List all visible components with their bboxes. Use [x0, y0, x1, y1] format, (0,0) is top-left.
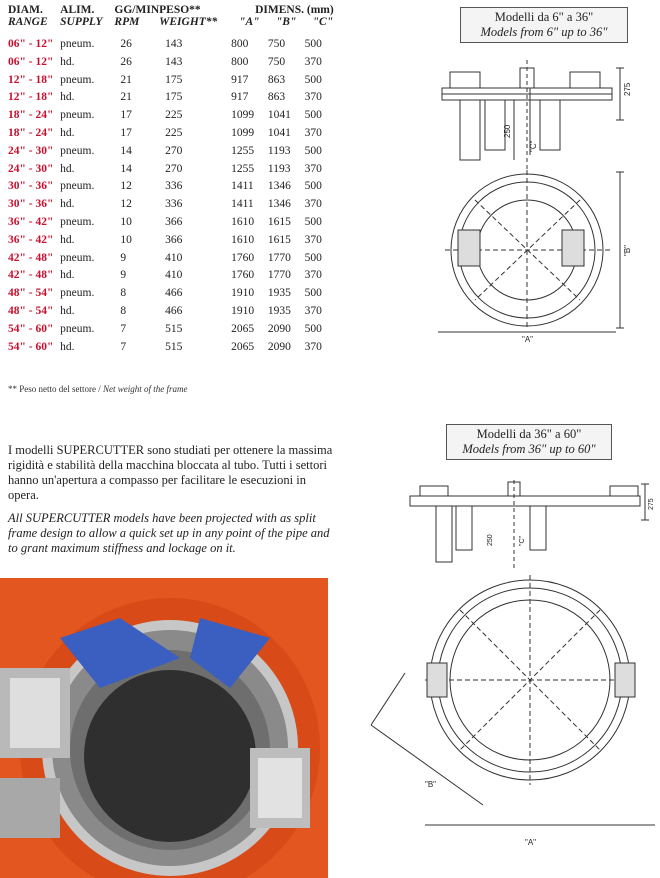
cell-c: 370: [304, 55, 322, 68]
header-alim: ALIM.: [60, 4, 95, 16]
table-row: [8, 232, 338, 250]
cell-c: 370: [304, 340, 322, 353]
cell-rpm: 17: [120, 126, 132, 139]
cell-supply: pneum.: [60, 38, 95, 50]
cell-c: 500: [304, 38, 322, 50]
table-row: [8, 72, 338, 90]
dim-250-large: 250: [487, 534, 494, 546]
cell-a: 1411: [231, 198, 254, 211]
dim-b-large: "B": [425, 780, 437, 789]
cell-a: 1760: [231, 269, 255, 282]
cell-weight: 143: [165, 38, 183, 50]
cell-weight: 410: [165, 269, 183, 282]
cell-weight: 336: [165, 180, 183, 193]
cell-rpm: 26: [120, 55, 132, 68]
cell-rpm: 26: [120, 38, 132, 50]
description-english: All SUPERCUTTER models have been projected with as split frame design to allow a quick set up in any point of the pipe and to grant maximum stiffness and lockage on it.: [8, 511, 330, 555]
cell-weight: 336: [165, 198, 183, 211]
cell-a: 1910: [231, 287, 255, 300]
cell-c: 370: [304, 126, 322, 139]
model-box-large-en: Models from 36" up to 60": [462, 442, 596, 456]
cell-weight: 466: [165, 304, 183, 317]
cell-range: 36" - 42": [8, 233, 54, 246]
cell-supply: pneum.: [60, 215, 95, 228]
side-view-drawing-large: [400, 480, 656, 570]
cell-range: 48" - 54": [8, 304, 54, 317]
cell-range: 42" - 48": [8, 251, 54, 264]
header-supply: SUPPLY: [60, 16, 103, 28]
cell-c: 500: [304, 180, 322, 193]
cell-c: 500: [304, 73, 322, 86]
cell-weight: 175: [165, 73, 183, 86]
cell-weight: 515: [165, 340, 183, 353]
table-row: [8, 250, 338, 268]
top-view-drawing-small: [430, 170, 640, 345]
cell-rpm: 12: [120, 198, 132, 211]
cell-b: 1935: [267, 287, 291, 300]
cell-weight: 175: [165, 91, 183, 104]
cell-a: 917: [231, 73, 249, 86]
cell-b: 1770: [267, 269, 291, 282]
cell-supply: pneum.: [60, 180, 95, 193]
cell-range: 06" - 12": [8, 38, 54, 50]
cell-weight: 466: [165, 287, 183, 300]
model-box-large-it: Modelli da 36" a 60": [476, 427, 582, 441]
cell-b: 1770: [267, 251, 291, 264]
footnote: [8, 384, 187, 394]
cell-range: 18" - 24": [8, 109, 54, 122]
cell-supply: pneum.: [60, 109, 95, 122]
cell-supply: hd.: [60, 304, 75, 317]
cell-supply: pneum.: [60, 322, 95, 335]
cell-supply: hd.: [60, 126, 75, 139]
cell-supply: pneum.: [60, 144, 95, 157]
cell-supply: hd.: [60, 55, 75, 68]
cell-b: 1615: [267, 233, 291, 246]
cell-c: 370: [304, 162, 322, 175]
cell-c: 370: [304, 269, 322, 282]
header-weight: WEIGHT**: [159, 16, 218, 28]
dim-250-small: 250: [503, 124, 512, 138]
cell-range: 30" - 36": [8, 180, 54, 193]
cell-weight: 515: [165, 322, 183, 335]
cell-rpm: 10: [120, 215, 132, 228]
cell-c: 500: [304, 251, 322, 264]
header-c: "C": [312, 16, 334, 28]
cell-b: 863: [267, 91, 286, 104]
cell-a: 1099: [231, 126, 255, 139]
header-gg: GG/MIN: [114, 4, 160, 16]
table-row: [8, 196, 338, 214]
header-row-1: [8, 4, 338, 16]
cell-weight: 366: [165, 233, 183, 246]
dim-c-large: "C": [519, 535, 526, 546]
cell-weight: 225: [165, 109, 183, 122]
table-row: [8, 321, 338, 339]
cell-b: 2090: [267, 340, 291, 353]
cell-range: 48" - 54": [8, 287, 54, 300]
cell-a: 1760: [231, 251, 255, 264]
header-diam: DIAM.: [8, 4, 43, 16]
cell-rpm: 7: [120, 322, 127, 335]
dim-a-small: "A": [522, 335, 534, 344]
header-peso: PESO**: [159, 4, 201, 16]
cell-range: 36" - 42": [8, 215, 54, 228]
table-row: [8, 89, 338, 107]
cell-b: 1615: [267, 215, 291, 228]
table-row: [8, 54, 338, 72]
cell-a: 1610: [231, 215, 255, 228]
cell-b: 863: [267, 73, 286, 86]
machine-photo-illustration: [0, 578, 328, 878]
cell-supply: hd.: [60, 269, 75, 282]
cell-a: 800: [231, 55, 249, 68]
description-italian: I modelli SUPERCUTTER sono studiati per ottenere la massima rigidità e stabilità della macchina bloccata al tubo. Tutti i settori hanno un'apertura a compasso per facilitare le esecuzioni in opera.: [8, 443, 333, 502]
cell-c: 500: [304, 144, 322, 157]
table-row: [8, 36, 338, 54]
table-row: [8, 125, 338, 143]
side-view-drawing-small: [430, 60, 640, 170]
dim-275-large: 275: [648, 498, 655, 510]
header-rpm: RPM: [114, 16, 140, 28]
cell-range: 18" - 24": [8, 126, 54, 139]
cell-weight: 143: [165, 55, 183, 68]
cell-b: 2090: [267, 322, 291, 335]
table-row: [8, 303, 338, 321]
table-row: [8, 267, 338, 285]
cell-b: 1346: [267, 198, 291, 211]
cell-supply: hd.: [60, 91, 75, 104]
dim-c-small: "C": [529, 140, 538, 152]
header-range: RANGE: [8, 16, 48, 28]
cell-supply: hd.: [60, 198, 75, 211]
cell-rpm: 9: [120, 251, 127, 264]
cell-rpm: 14: [120, 162, 132, 175]
cell-a: 2065: [231, 322, 255, 335]
cell-b: 750: [267, 38, 286, 50]
cell-supply: hd.: [60, 162, 75, 175]
cell-rpm: 7: [120, 340, 127, 353]
cell-c: 370: [304, 91, 322, 104]
cell-a: 2065: [231, 340, 255, 353]
dim-275-small: 275: [623, 82, 632, 96]
dim-b-small: "B": [623, 244, 632, 256]
cell-c: 500: [304, 109, 322, 122]
cell-b: 1041: [267, 109, 291, 122]
cell-rpm: 17: [120, 109, 132, 122]
cell-rpm: 14: [120, 144, 132, 157]
cell-range: 12" - 18": [8, 73, 54, 86]
cell-supply: hd.: [60, 340, 75, 353]
footnote-it: ** Peso netto del settore /: [8, 384, 101, 394]
table-row: [8, 339, 338, 357]
cell-a: 1099: [231, 109, 255, 122]
cell-weight: 366: [165, 215, 183, 228]
spec-table: [8, 4, 338, 356]
cell-range: 24" - 30": [8, 162, 54, 175]
table-row: [8, 107, 338, 125]
cell-a: 1610: [231, 233, 255, 246]
model-box-small-en: Models from 6" up to 36": [480, 25, 608, 39]
model-box-large: [446, 424, 612, 460]
model-box-small: [460, 7, 628, 43]
cell-b: 750: [267, 55, 286, 68]
table-row: [8, 178, 338, 196]
cell-range: 42" - 48": [8, 269, 54, 282]
cell-supply: pneum.: [60, 73, 95, 86]
cell-range: 06" - 12": [8, 55, 54, 68]
cell-b: 1346: [267, 180, 291, 193]
cell-weight: 270: [165, 162, 183, 175]
cell-rpm: 10: [120, 233, 132, 246]
cell-b: 1041: [267, 126, 291, 139]
cell-b: 1193: [267, 162, 291, 175]
cell-supply: pneum.: [60, 251, 95, 264]
table-row: [8, 285, 338, 303]
cell-rpm: 21: [120, 91, 132, 104]
cell-weight: 410: [165, 251, 183, 264]
cell-rpm: 12: [120, 180, 132, 193]
header-a: "A": [239, 16, 260, 28]
table-row: [8, 161, 338, 179]
cell-c: 500: [304, 287, 322, 300]
table-row: [8, 214, 338, 232]
cell-c: 370: [304, 233, 322, 246]
cell-c: 370: [304, 304, 322, 317]
cell-rpm: 9: [120, 269, 127, 282]
footnote-en: Net weight of the frame: [102, 384, 188, 394]
cell-a: 800: [231, 38, 249, 50]
cell-weight: 225: [165, 126, 183, 139]
cell-range: 12" - 18": [8, 91, 54, 104]
cell-c: 500: [304, 322, 322, 335]
cell-supply: pneum.: [60, 287, 95, 300]
model-box-small-it: Modelli da 6" a 36": [494, 10, 594, 24]
table-row: [8, 143, 338, 161]
dim-a-large: "A": [525, 838, 537, 847]
header-b: "B": [275, 16, 297, 28]
cell-b: 1935: [267, 304, 291, 317]
cell-range: 30" - 36": [8, 198, 54, 211]
cell-a: 1255: [231, 162, 255, 175]
top-view-drawing-large: [365, 575, 660, 875]
header-dimens: DIMENS. (mm): [255, 4, 334, 16]
cell-range: 24" - 30": [8, 144, 54, 157]
cell-weight: 270: [165, 144, 183, 157]
cell-a: 1910: [231, 304, 255, 317]
cell-range: 54" - 60": [8, 340, 54, 353]
cell-a: 917: [231, 91, 249, 104]
header-row-2: [8, 16, 338, 36]
cell-c: 370: [304, 198, 322, 211]
machine-photo: [0, 578, 328, 878]
cell-a: 1255: [231, 144, 255, 157]
cell-rpm: 21: [120, 73, 132, 86]
cell-range: 54" - 60": [8, 322, 54, 335]
cell-rpm: 8: [120, 304, 127, 317]
cell-rpm: 8: [120, 287, 127, 300]
cell-supply: hd.: [60, 233, 75, 246]
cell-b: 1193: [267, 144, 291, 157]
cell-a: 1411: [231, 180, 254, 193]
cell-c: 500: [304, 215, 322, 228]
